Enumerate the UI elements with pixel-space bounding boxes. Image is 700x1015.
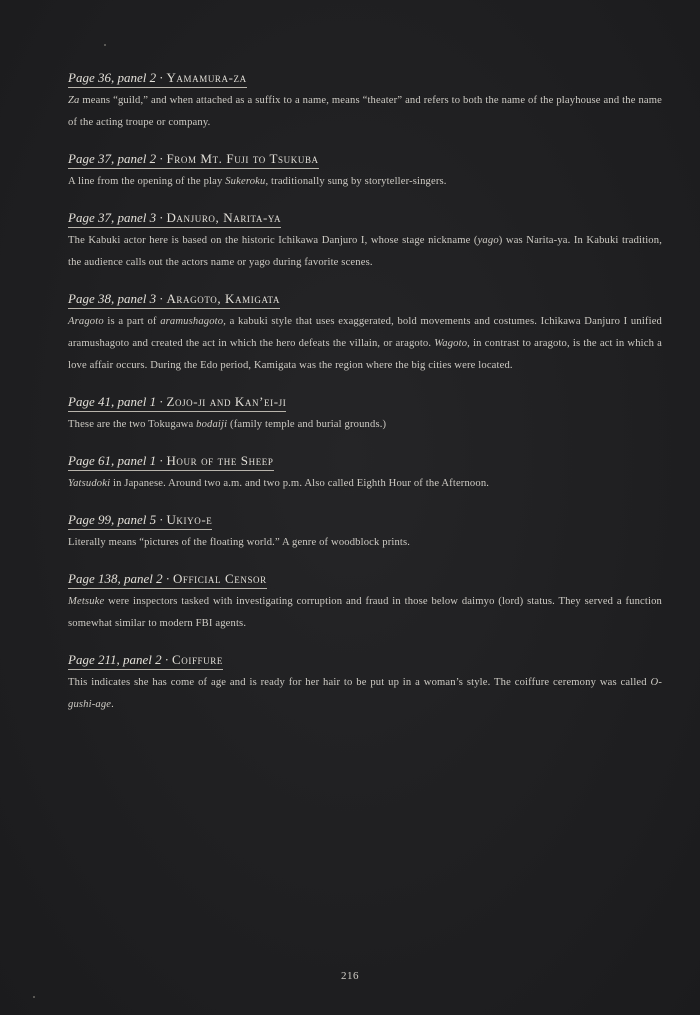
glossary-entry: [68, 290, 662, 377]
italic-term: Wagoto: [434, 338, 468, 349]
entry-heading: [68, 209, 281, 228]
definition-text: were inspectors tasked with investigating corruption and fraud in those below daimyo (lord) status. They served a function somewhat similar to modern FBI agents.: [68, 596, 662, 629]
entry-definition: [68, 672, 662, 716]
glossary-entry: [68, 209, 662, 274]
entry-term: From Mt. Fuji to Tsukuba: [166, 151, 319, 166]
dust-speck: [104, 44, 106, 46]
entry-page-reference: Page 61, panel 1: [68, 453, 157, 468]
entry-separator: ·: [159, 394, 164, 409]
entry-page-reference: Page 41, panel 1: [68, 394, 157, 409]
definition-text: .: [111, 699, 114, 710]
entry-page-reference: Page 138, panel 2: [68, 571, 163, 586]
definition-text: , traditionally sung by storyteller-singers.: [265, 176, 447, 187]
definition-text: This indicates she has come of age and is ready for her hair to be put up in a woman’s style. The coiffure ceremony was called: [68, 677, 651, 688]
italic-term: O-gushi-age: [68, 677, 662, 710]
definition-text: means “guild,” and when attached as a suffix to a name, means “theater” and refers to both the name of the playhouse and the name of the acting troupe or company.: [68, 95, 662, 128]
definition-text: ) was Narita-ya. In Kabuki tradition, the audience calls out the actors name or yago during favorite scenes.: [68, 235, 662, 268]
definition-text: The Kabuki actor here is based on the historic Ichikawa Danjuro I, whose stage nickname (: [68, 235, 478, 246]
page-number: 216: [341, 970, 359, 982]
entry-term: Yamamura-za: [166, 70, 247, 85]
entry-separator: ·: [159, 210, 164, 225]
entry-heading: [68, 452, 274, 471]
dust-speck: [33, 996, 35, 998]
italic-term: Sukeroku: [225, 176, 266, 187]
entry-page-reference: Page 37, panel 2: [68, 151, 157, 166]
entry-separator: ·: [159, 512, 164, 527]
glossary-entry: [68, 150, 662, 193]
entry-term: Zojo-ji and Kan’ei-ji: [166, 394, 287, 409]
definition-text: (family temple and burial grounds.): [227, 419, 387, 430]
entry-definition: [68, 591, 662, 635]
entry-heading: [68, 150, 319, 169]
entry-term: Ukiyo-e: [166, 512, 213, 527]
glossary-entry: [68, 511, 662, 554]
italic-term: aramushagoto: [160, 316, 224, 327]
entry-definition: [68, 230, 662, 274]
glossary-entry: [68, 452, 662, 495]
entry-heading: [68, 651, 223, 670]
entry-separator: ·: [159, 291, 164, 306]
entry-heading: [68, 570, 267, 589]
entry-term: Danjuro, Narita-ya: [166, 210, 282, 225]
italic-term: Za: [68, 95, 80, 106]
entry-definition: [68, 90, 662, 134]
italic-term: bodaiji: [196, 419, 228, 430]
entry-heading: [68, 511, 212, 530]
entry-separator: ·: [164, 652, 169, 667]
entry-page-reference: Page 36, panel 2: [68, 70, 157, 85]
definition-text: , a kabuki style that uses exaggerated, bold movements and costumes. Ichikawa Danjuro I unified aramushagoto and created the act in which the hero defeats the villain, or aragoto.: [68, 316, 662, 349]
entry-separator: ·: [159, 70, 164, 85]
entry-definition: [68, 532, 662, 554]
definition-text: is a part of: [103, 316, 161, 327]
entry-term: Hour of the Sheep: [166, 453, 274, 468]
glossary-entry: [68, 69, 662, 134]
entry-definition: [68, 414, 662, 436]
italic-term: yago: [477, 235, 499, 246]
entry-heading: [68, 290, 280, 309]
entry-separator: ·: [165, 571, 170, 586]
entry-page-reference: Page 211, panel 2: [68, 652, 162, 667]
entry-page-reference: Page 37, panel 3: [68, 210, 157, 225]
glossary-entry: [68, 651, 662, 716]
entry-definition: [68, 171, 662, 193]
italic-term: Metsuke: [68, 596, 105, 607]
definition-text: These are the two Tokugawa: [68, 419, 197, 430]
entry-heading: [68, 69, 247, 88]
entry-separator: ·: [159, 453, 164, 468]
entry-heading: [68, 393, 286, 412]
entry-page-reference: Page 38, panel 3: [68, 291, 157, 306]
italic-term: Yatsudoki: [68, 478, 111, 489]
entry-page-reference: Page 99, panel 5: [68, 512, 157, 527]
definition-text: in Japanese. Around two a.m. and two p.m. Also called Eighth Hour of the Afternoon.: [110, 478, 490, 489]
definition-text: Literally means “pictures of the floating world.” A genre of woodblock prints.: [68, 537, 411, 548]
entry-definition: [68, 311, 662, 377]
glossary-entry: [68, 393, 662, 436]
glossary-entry: [68, 570, 662, 635]
entry-term: Aragoto, Kamigata: [166, 291, 281, 306]
entry-definition: [68, 473, 662, 495]
italic-term: Aragoto: [68, 316, 104, 327]
entry-term: Official Censor: [172, 571, 267, 586]
definition-text: , in contrast to aragoto, is the act in which a love affair occurs. During the Edo period, Kamigata was the region where the big cities were located.: [68, 338, 662, 371]
entry-separator: ·: [159, 151, 164, 166]
entry-term: Coiffure: [171, 652, 223, 667]
definition-text: A line from the opening of the play: [68, 176, 226, 187]
glossary-notes: [68, 69, 662, 732]
